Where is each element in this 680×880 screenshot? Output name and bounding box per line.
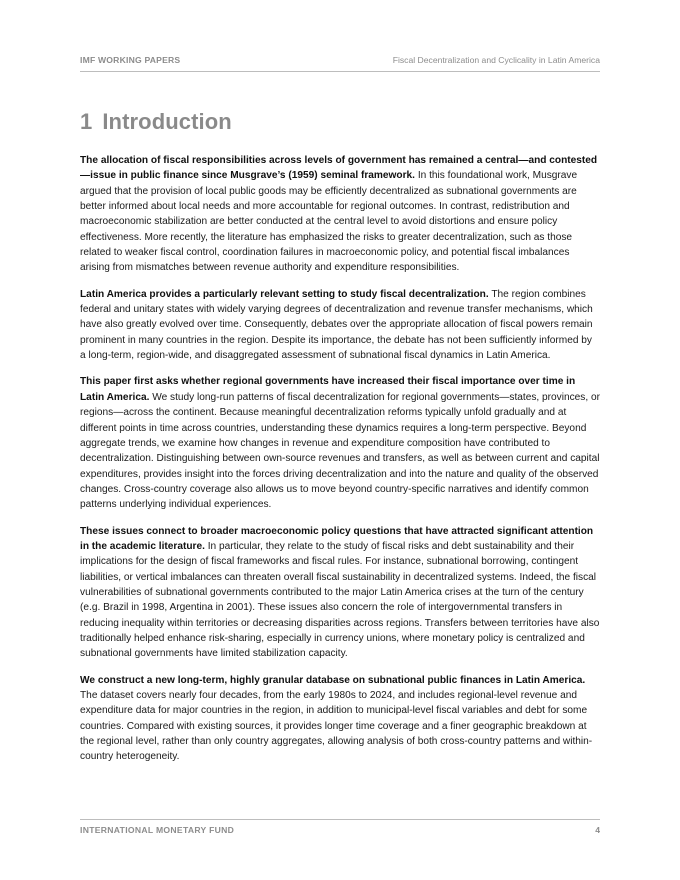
paragraph	[80, 524, 600, 662]
paragraph	[80, 287, 600, 364]
page-header	[80, 55, 600, 69]
series-label: IMF WORKING PAPERS	[80, 55, 181, 65]
paragraph-text: In particular, they relate to the study of fiscal risks and debt sustainability and their implications for the design of fiscal frameworks and fiscal rules. For instance, subnational borrowing, contingent liabilities, or vertical imbalances can threaten overall fiscal sustainability in decentralized systems. Indeed, the fiscal vulnerabilities of subnational governments contributed to the major Latin America crises at the turn of the century (e.g. Brazil in 1998, Argentina in 2001). These issues also concern the role of intergovernmental transfers in reducing inequality within territories or decreasing disparities across regions. Transfers between territories have also traditionally helped enhance risk-sharing, especially in currency unions, where monetary policy is centralized and subnational governments have limited stabilization capacity.	[80, 540, 600, 660]
publisher-label: INTERNATIONAL MONETARY FUND	[80, 825, 235, 835]
paragraph	[80, 673, 600, 765]
paragraph-lead: This paper first asks whether regional governments have increased their fiscal importance over time in Latin America.	[80, 376, 576, 403]
page-footer	[80, 825, 600, 837]
paragraph-lead: These issues connect to broader macroeconomic policy questions that have attracted significant attention in the academic literature.	[80, 525, 594, 552]
paragraph-lead: We construct a new long-term, highly granular database on subnational public finances in Latin America.	[80, 674, 586, 686]
body-text	[80, 153, 600, 776]
paragraph-text: In this foundational work, Musgrave argued that the provision of local public goods may be efficiently decentralized as subnational governments are better informed about local needs and more accountable for regional outcomes. In contrast, redistribution and macroeconomic stabilization are better conducted at the central level to avoid distortions and ensure policy effectiveness. More recently, the literature has emphasized the risks to greater decentralization, such as those related to weaker fiscal control, coordination failures in macroeconomic policy, and potential fiscal imbalances arising from mismatches between revenue authority and expenditure responsibilities.	[80, 170, 578, 274]
running-title: Fiscal Decentralization and Cyclicality in Latin America	[392, 55, 600, 65]
page-number: 4	[595, 825, 600, 835]
section-number: 1	[80, 109, 93, 134]
paragraph-text: We study long-run patterns of fiscal decentralization for regional governments—states, provinces, or regions—across the continent. Because meaningful decentralization reforms typically unfold gradually and at different points in time across countries, understanding these dynamics requires a long-term perspective. Beyond aggregate trends, we examine how changes in revenue and expenditure composition have contributed to decentralization. Distinguishing between own-source revenues and transfers, as well as between current and capital expenditures, provides insight into the forces driving decentralization and into the nature and quality of the observed changes. Cross-country coverage also allows us to move beyond country-specific narratives and identify common patterns underlying individual experiences.	[80, 391, 601, 511]
section-title: Introduction	[102, 109, 232, 134]
paragraph-lead: Latin America provides a particularly relevant setting to study fiscal decentralization.	[80, 288, 489, 300]
section-heading	[80, 109, 232, 135]
paragraph-lead: The allocation of fiscal responsibilities across levels of government has remained a central—and contested—issue in public finance since Musgrave’s (1959) seminal framework.	[80, 155, 598, 182]
footer-rule	[80, 819, 600, 820]
paragraph-text: The dataset covers nearly four decades, from the early 1980s to 2024, and includes regional-level revenue and expenditure data for major countries in the region, in addition to municipal-level fiscal variables and debt for some countries. Compared with existing sources, it provides longer time coverage and a finer geographic breakdown at the regional level, rather than only country aggregates, allowing analysis of both cross-country patterns and within-country heterogeneity.	[80, 690, 593, 763]
paragraph	[80, 153, 600, 276]
header-rule	[80, 71, 600, 72]
paragraph	[80, 374, 600, 512]
paragraph-text: The region combines federal and unitary states with widely varying degrees of decentralization and revenue transfer mechanisms, which have also greatly evolved over time. Consequently, debates over the appropriate allocation of fiscal powers remain prominent in many countries in the region. Despite its importance, the debate has not been sufficiently informed by a long-term, region-wide, and disaggregated assessment of subnational fiscal dynamics in Latin America.	[80, 288, 593, 362]
